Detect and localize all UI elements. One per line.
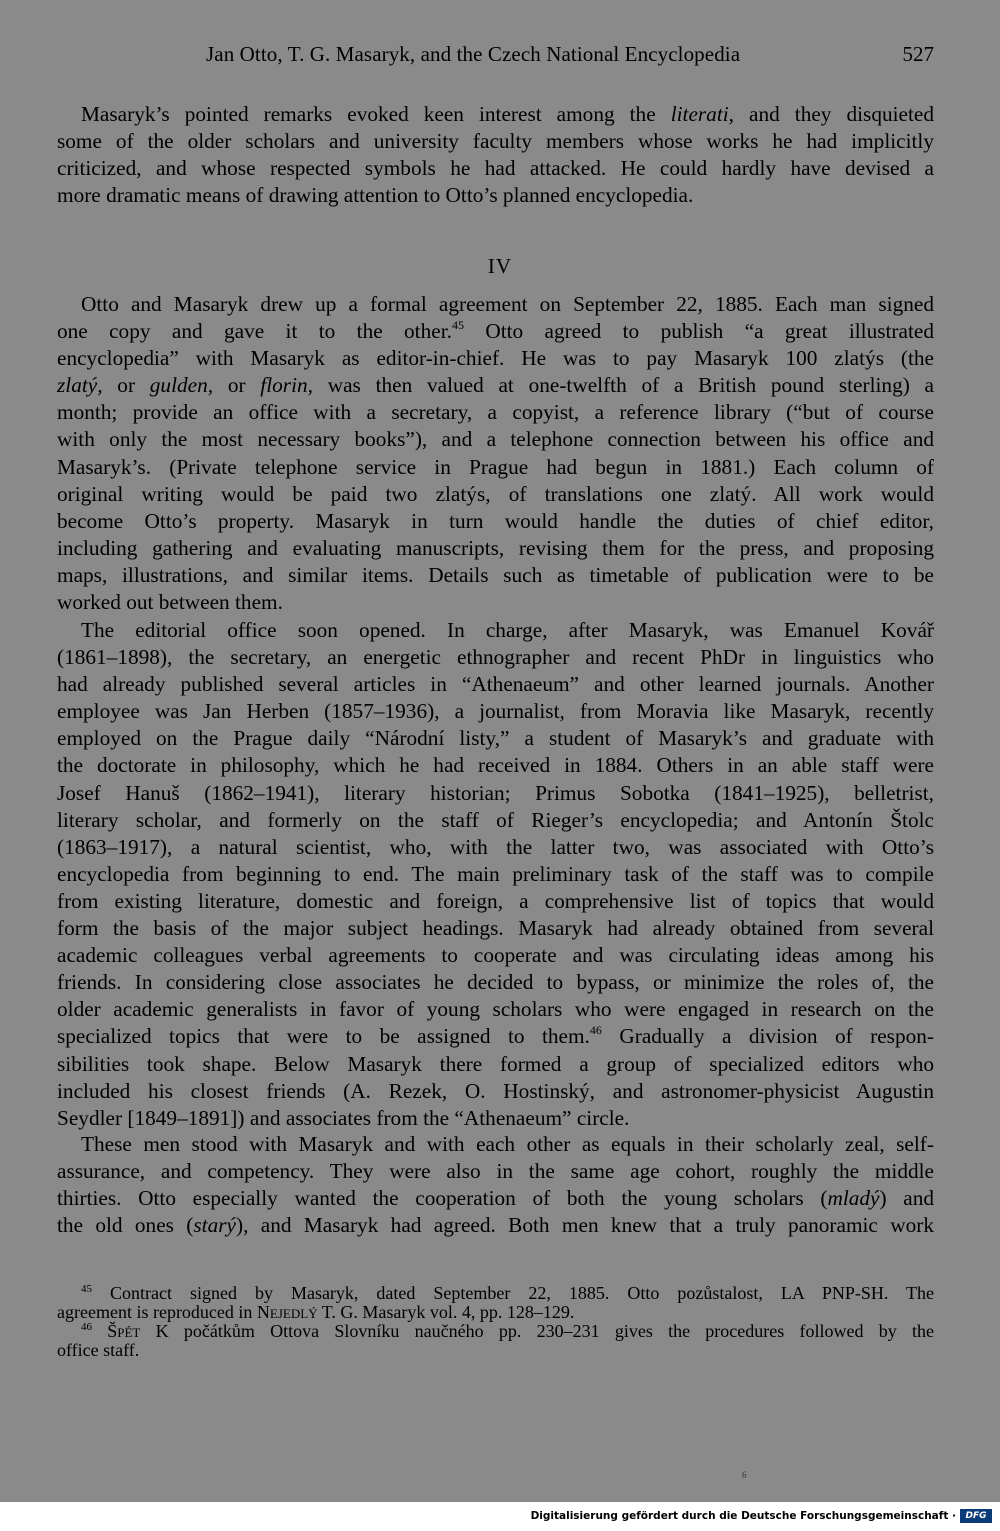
- footnote-ref-45: 45: [451, 318, 464, 333]
- stray-mark: 6: [742, 1470, 747, 1480]
- text-line: Otto and Masaryk drew up a formal agreement on September 22, 1885. Each man signed: [81, 292, 934, 316]
- funding-notice: Digitalisierung gefördert durch die Deutsche Forschungsgemeinschaft ·: [530, 1510, 956, 1522]
- paragraph-3: [57, 617, 934, 1132]
- text-line: literary scholar, and formerly on the staff of Rieger’s encyclopedia; and Antonín Štolc: [57, 807, 934, 832]
- text-line: month; provide an office with a secretary, a copyist, a reference library (“but of course: [57, 400, 934, 425]
- text-line: employed on the Prague daily “Národní listy,” a student of Masaryk’s and graduate with: [57, 726, 934, 751]
- footnote-number: 45: [81, 1283, 92, 1295]
- text-line: friends. In considering close associates he decided to bypass, or minimize the roles of, the: [57, 970, 934, 995]
- text-line: employee was Jan Herben (1857–1936), a journalist, from Moravia like Masaryk, recently: [57, 699, 934, 724]
- text-line: form the basis of the major subject headings. Masaryk had already obtained from several: [57, 916, 934, 941]
- text-line: including gathering and evaluating manuscripts, revising them for the press, and proposing: [57, 535, 934, 560]
- text-line: become Otto’s property. Masaryk in turn would handle the duties of chief editor,: [57, 508, 934, 533]
- text-line: encyclopedia from beginning to end. The main preliminary task of the staff was to compile: [57, 861, 934, 886]
- footnote-number: 46: [81, 1321, 92, 1333]
- footnote-46-line: office staff.: [57, 1340, 140, 1360]
- text-line: encyclopedia” with Masaryk as editor-in-chief. He was to pay Masaryk 100 zlatýs (the: [57, 346, 934, 371]
- text-line: Seydler [1849–1891]) and associates from the “Athenaeum” circle.: [57, 1105, 630, 1130]
- text-line: maps, illustrations, and similar items. Details such as timetable of publication were to be: [57, 562, 934, 587]
- text-line: The editorial office soon opened. In charge, after Masaryk, was Emanuel Kovář: [81, 618, 934, 642]
- text-line: Josef Hanuš (1862–1941), literary historian; Primus Sobotka (1841–1925), belletrist,: [57, 780, 934, 805]
- text-line: Masaryk’s pointed remarks evoked keen interest among the literati, and they disquieted: [81, 102, 934, 126]
- text-line: included his closest friends (A. Rezek, O. Hostinský, and astronomer-physicist Augustin: [57, 1078, 934, 1103]
- text-line: These men stood with Masaryk and with each other as equals in their scholarly zeal, self-: [81, 1132, 934, 1156]
- text-line: from existing literature, domestic and foreign, a comprehensive list of topics that would: [57, 888, 934, 913]
- text-line: zlatý, or gulden, or florin, was then valued at one-twelfth of a British pound sterling) a: [57, 373, 935, 398]
- paragraph-4: [57, 1131, 934, 1239]
- text-line: the doctorate in philosophy, which he had received in 1884. Others in an able staff were: [57, 753, 934, 778]
- text-line: had already published several articles in “Athenaeum” and other learned journals. Another: [57, 672, 934, 697]
- text-line: one copy and gave it to the other.$^{45}$ Otto agreed to publish “a great illustrated: [57, 318, 934, 344]
- text-line: original writing would be paid two zlatýs, of translations one zlatý. All work would: [57, 481, 934, 506]
- section-heading: IV: [487, 254, 513, 278]
- text-line: worked out between them.: [57, 590, 283, 615]
- text-line: with only the most necessary books”), and a telephone connection between his office and: [57, 427, 934, 452]
- paragraph-1: [57, 101, 934, 209]
- footnote-45-line: agreement is reproduced in Nejedlý T. G. Masaryk vol. 4, pp. 128–129.: [57, 1302, 575, 1322]
- text-line: specialized topics that were to be assigned to them.$^{46}$ Gradually a division of respon-: [57, 1023, 935, 1049]
- page-number: 527: [902, 42, 934, 66]
- running-head: [0, 42, 1000, 74]
- text-line: sibilities took shape. Below Masaryk there formed a group of specialized editors who: [57, 1051, 934, 1076]
- paragraph-2: [57, 291, 934, 616]
- text-line: assurance, and competency. They were also in the same age cohort, roughly the middle: [57, 1159, 934, 1184]
- running-head-title: Jan Otto, T. G. Masaryk, and the Czech National Encyclopedia: [206, 42, 741, 66]
- text-line: criticized, and whose respected symbols he had attacked. He could hardly have devised a: [57, 156, 934, 181]
- text-line: Masaryk’s. (Private telephone service in Prague had begun in 1881.) Each column of: [57, 454, 934, 479]
- text-line: more dramatic means of drawing attention to Otto’s planned encyclopedia.: [57, 183, 694, 208]
- footnote-46-line: $^{46}$ Špét K počátkům Ottova Slovníku naučného pp. 230–231 gives the procedures followed by the: [81, 1321, 934, 1341]
- text-line: (1863–1917), a natural scientist, who, with the latter two, was associated with Otto’s: [57, 834, 934, 859]
- dfg-logo: DFG: [960, 1509, 992, 1523]
- text-line: thirties. Otto especially wanted the cooperation of both the young scholars (mladý) and: [57, 1186, 934, 1211]
- text-line: some of the older scholars and university faculty members whose works he had implicitly: [57, 129, 934, 154]
- text-line: the old ones (starý), and Masaryk had agreed. Both men knew that a truly panoramic work: [57, 1213, 934, 1238]
- footnotes: [57, 1284, 934, 1360]
- digitization-footer: [0, 1502, 1000, 1531]
- text-line: academic colleagues verbal agreements to cooperate and was circulating ideas among his: [57, 943, 934, 968]
- footnote-ref-46: 46: [589, 1023, 602, 1038]
- text-line: (1861–1898), the secretary, an energetic ethnographer and recent PhDr in linguistics who: [57, 645, 934, 670]
- footnote-45-line: $^{45}$ Contract signed by Masaryk, dated September 22, 1885. Otto pozůstalost, LA PNP-SH. The: [81, 1283, 934, 1303]
- text-line: older academic generalists in favor of young scholars who were engaged in research on the: [57, 997, 934, 1022]
